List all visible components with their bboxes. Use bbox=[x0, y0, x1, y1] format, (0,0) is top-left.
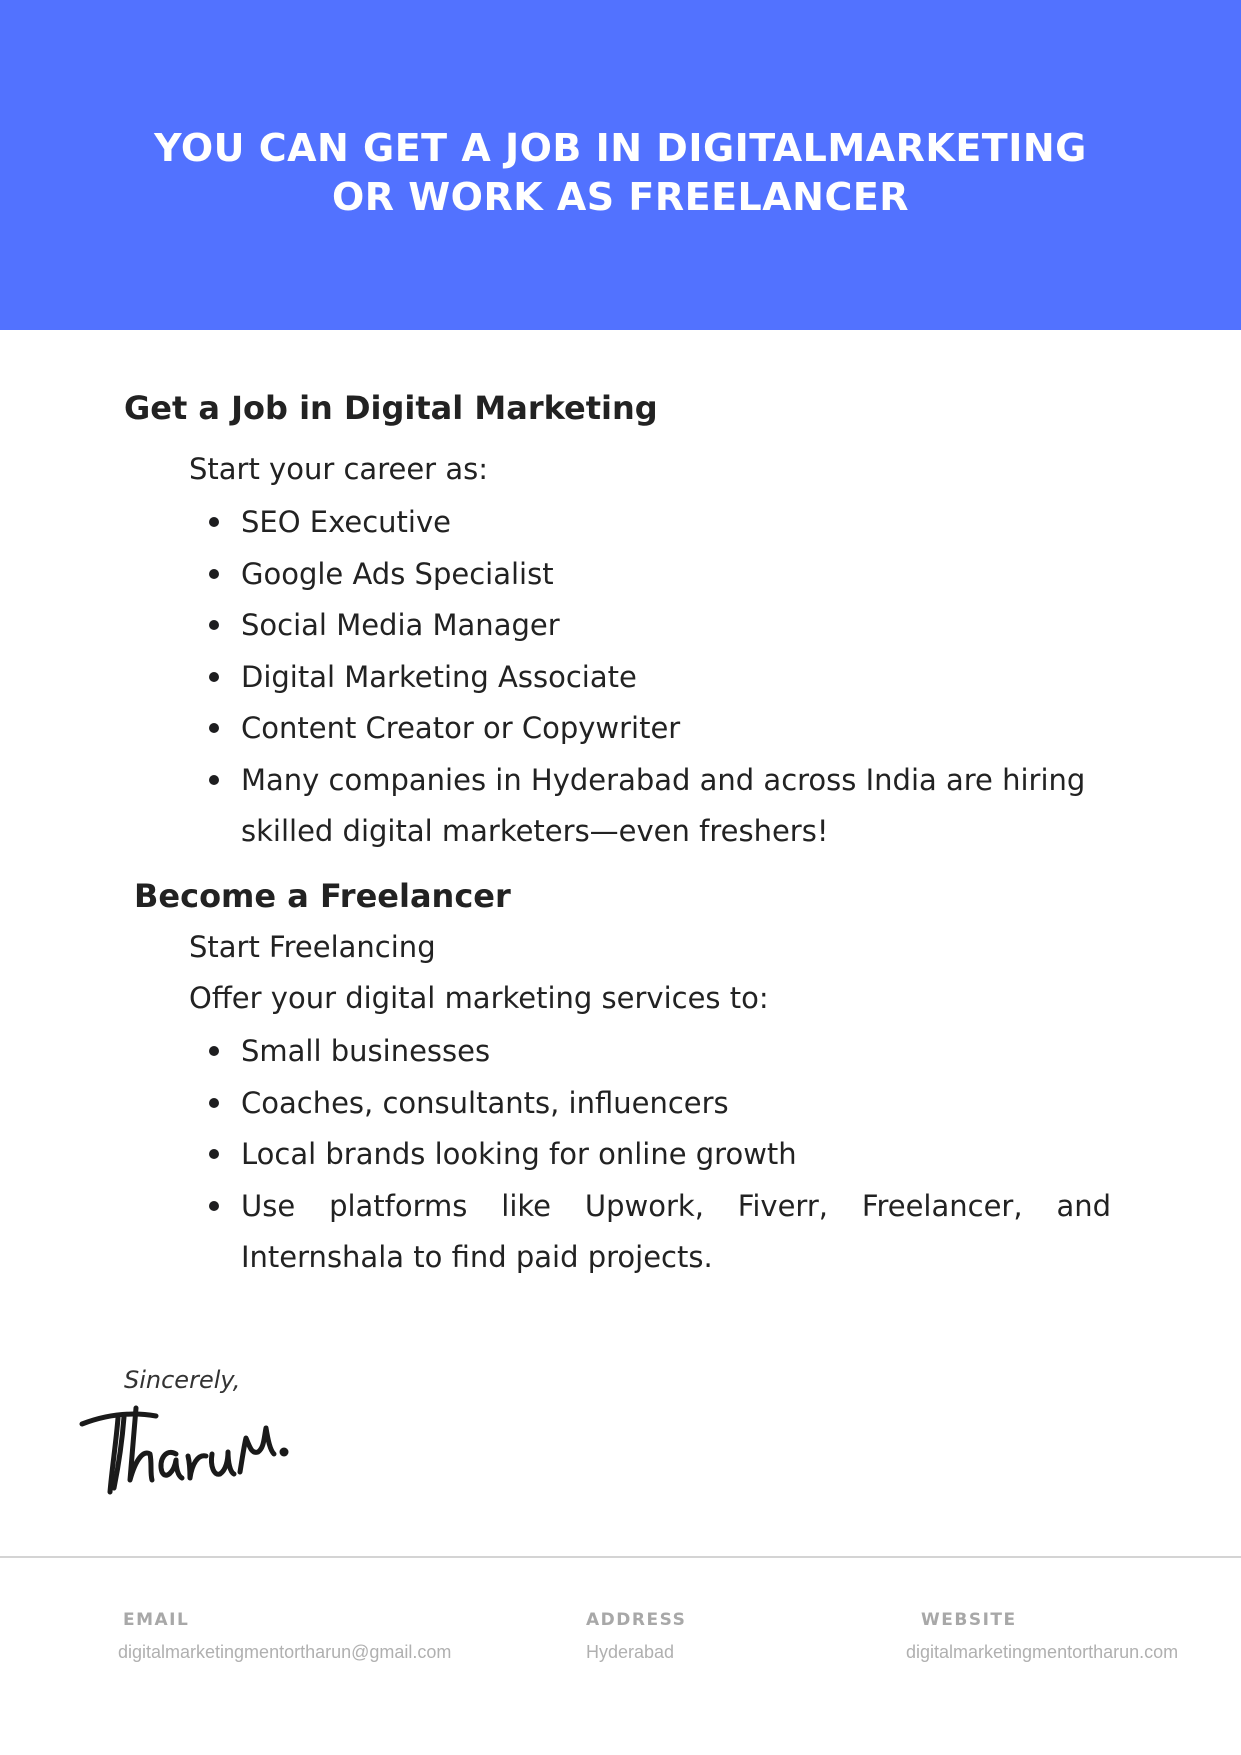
list-item: Many companies in Hyderabad and across India are hiring skilled digital marketers—even freshers! bbox=[0, 755, 1111, 858]
footer-address bbox=[586, 1609, 686, 1663]
address-value: Hyderabad bbox=[586, 1642, 675, 1662]
list-item: Google Ads Specialist bbox=[0, 549, 1111, 601]
bullet-icon bbox=[209, 517, 219, 527]
freelance-section-intro-2: Offer your digital marketing services to: bbox=[189, 981, 769, 1015]
list-item: Local brands looking for online growth bbox=[0, 1129, 1111, 1181]
signature-image bbox=[78, 1388, 298, 1498]
bullet-icon bbox=[209, 569, 219, 579]
email-label: EMAIL bbox=[123, 1610, 190, 1630]
bullet-icon bbox=[209, 1046, 219, 1056]
bullet-icon bbox=[209, 775, 219, 785]
website-value[interactable]: digitalmarketingmentortharun.com bbox=[906, 1642, 1179, 1662]
bullet-icon bbox=[209, 1201, 219, 1211]
job-roles-list bbox=[0, 497, 1111, 858]
website-label: WEBSITE bbox=[921, 1610, 1017, 1630]
freelance-clients-list bbox=[0, 1026, 1111, 1284]
email-value[interactable]: digitalmarketingmentortharun@gmail.com bbox=[118, 1642, 452, 1662]
list-item: SEO Executive bbox=[0, 497, 1111, 549]
page-title-line-1: YOU CAN GET A JOB IN DIGITALMARKETING bbox=[154, 126, 1087, 170]
header-banner bbox=[0, 0, 1241, 330]
job-section-heading: Get a Job in Digital Marketing bbox=[124, 389, 658, 427]
freelance-section-heading: Become a Freelancer bbox=[134, 877, 511, 915]
footer-website bbox=[906, 1609, 1178, 1663]
list-item: Content Creator or Copywriter bbox=[0, 703, 1111, 755]
freelance-section-intro: Start Freelancing bbox=[189, 930, 436, 964]
page-title bbox=[0, 124, 1241, 222]
bullet-icon bbox=[209, 1149, 219, 1159]
list-item: Digital Marketing Associate bbox=[0, 652, 1111, 704]
list-item: Small businesses bbox=[0, 1026, 1111, 1078]
bullet-icon bbox=[209, 723, 219, 733]
list-item: Social Media Manager bbox=[0, 600, 1111, 652]
footer-divider bbox=[0, 1556, 1241, 1558]
bullet-icon bbox=[209, 620, 219, 630]
bullet-icon bbox=[209, 1098, 219, 1108]
bullet-icon bbox=[209, 672, 219, 682]
page-title-line-2: OR WORK AS FREELANCER bbox=[331, 175, 910, 219]
footer-email bbox=[118, 1609, 451, 1663]
job-section-intro: Start your career as: bbox=[189, 452, 488, 486]
list-item: Coaches, consultants, influencers bbox=[0, 1078, 1111, 1130]
closing-sincerely: Sincerely, bbox=[124, 1366, 241, 1394]
list-item: Use platforms like Upwork, Fiverr, Freelancer, and Internshala to find paid projects. bbox=[0, 1181, 1111, 1284]
address-label: ADDRESS bbox=[586, 1610, 687, 1630]
